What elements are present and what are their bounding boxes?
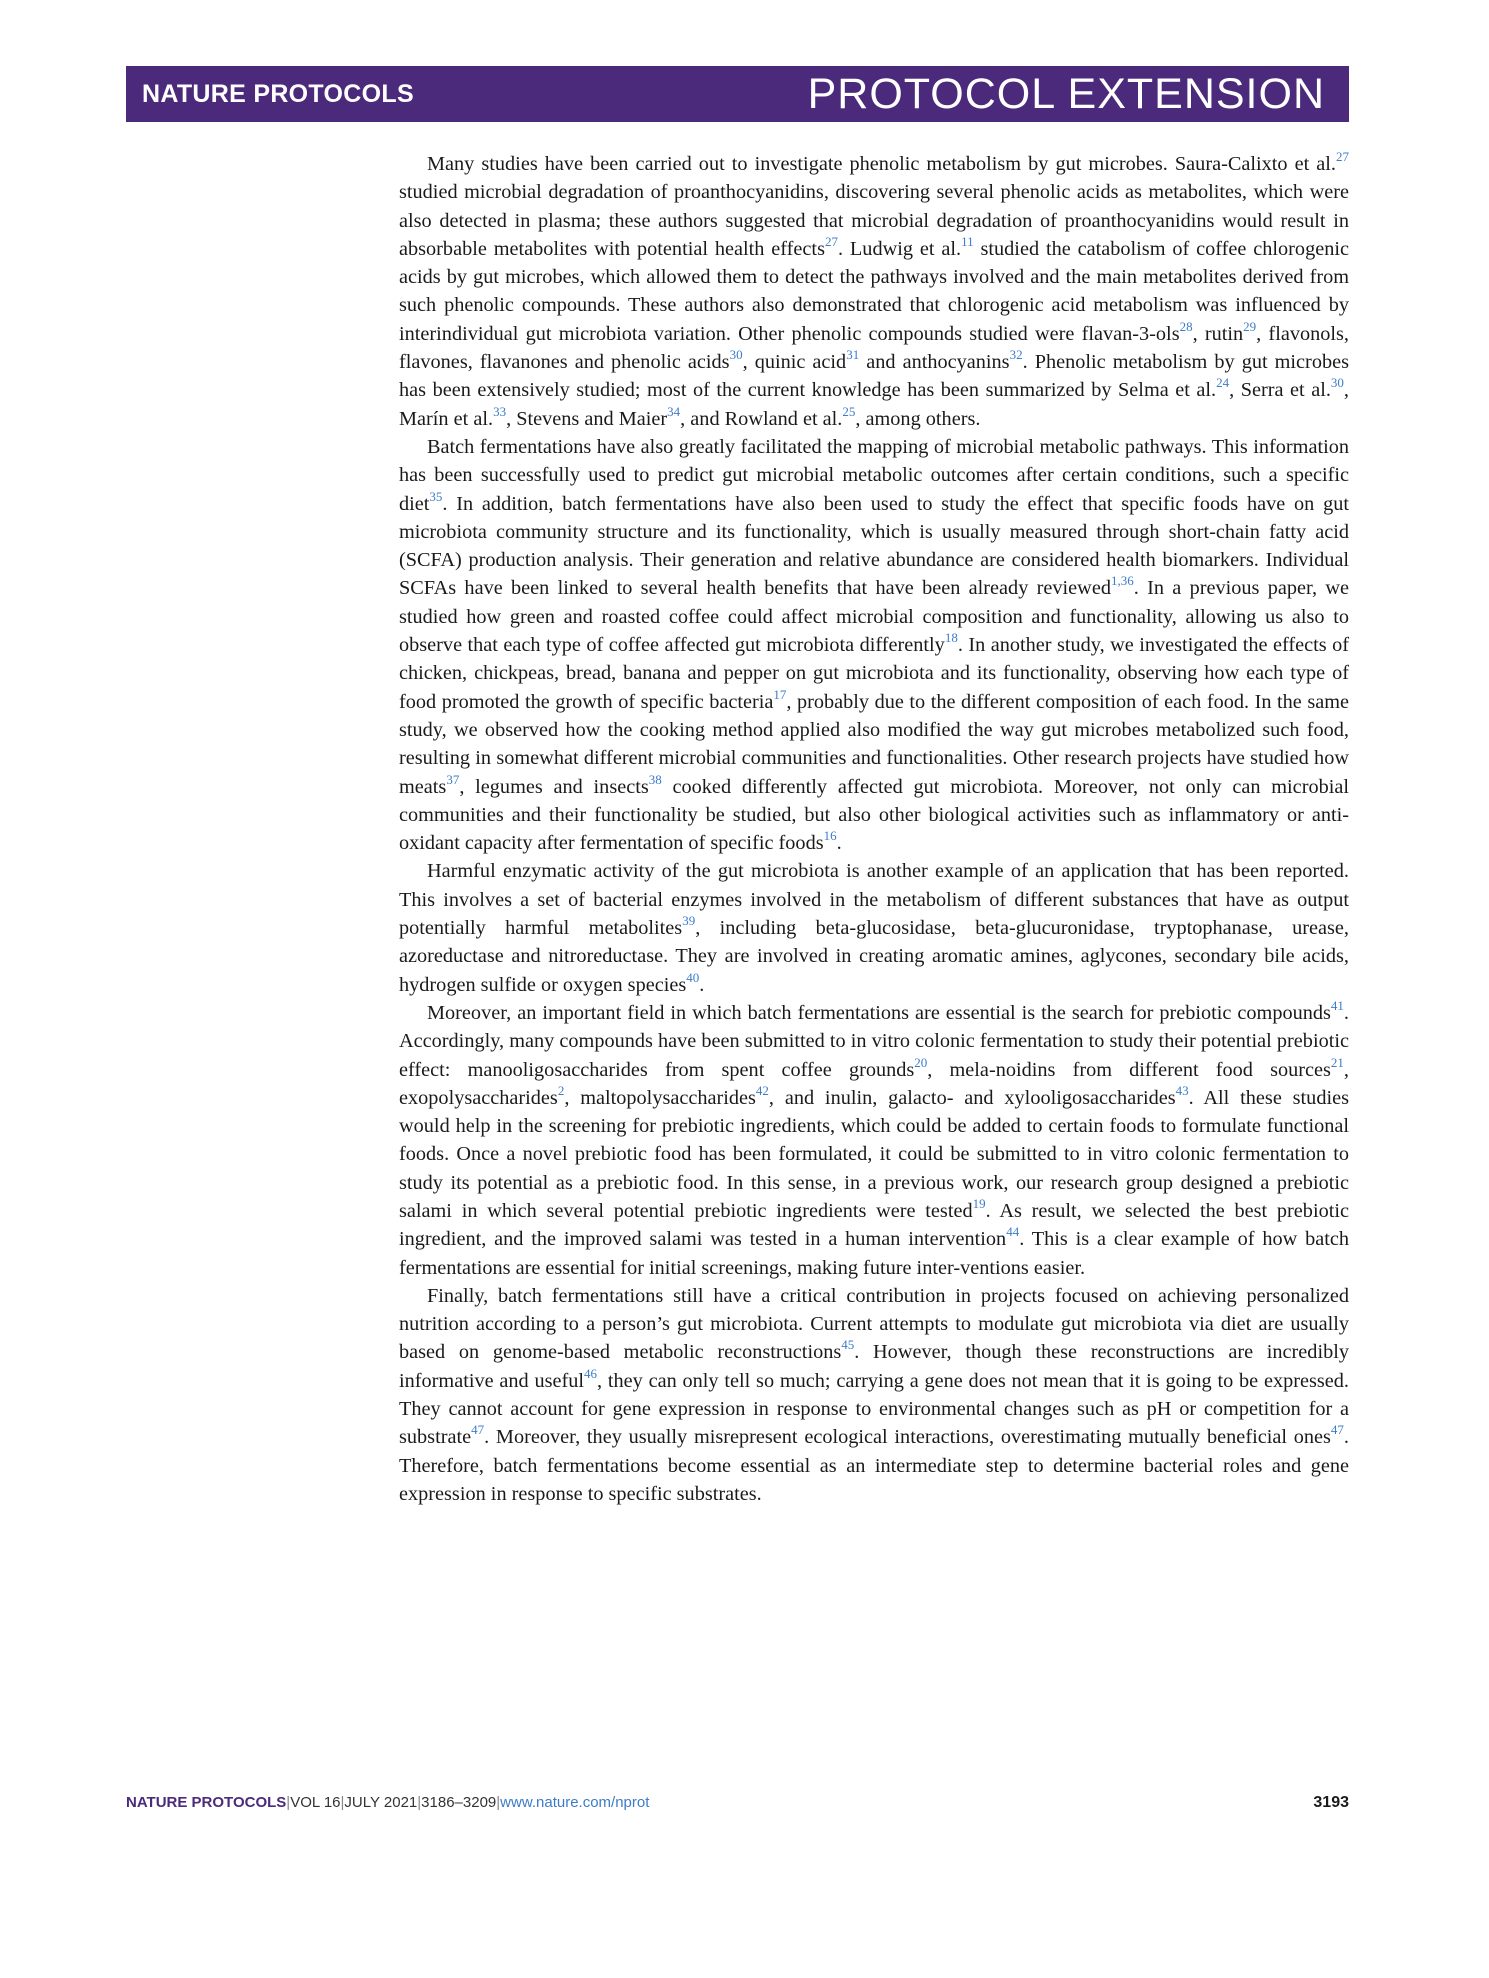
text-run: Batch fermentations have also greatly facilitated the mapping of microbial metabolic pathways. This information has been successfully used to predict gut microbial metabolic outcomes after certain conditions, such a specific diet — [399, 435, 1349, 515]
citation-reference[interactable]: 30 — [1330, 375, 1344, 391]
text-run: , and inulin, galacto- and xylooligosaccharides — [768, 1086, 1176, 1109]
text-run: studied microbial degradation of proanthocyanidins, discovering several phenolic acids as metabolites, which were also detected in plasma; these authors suggested that microbial degradation of proanthocyanidins would result in absorbable metabolites with potential health effects — [399, 181, 1349, 260]
article-body — [399, 150, 1349, 1508]
citation-reference[interactable]: 27 — [1336, 149, 1349, 164]
footer-separator: | — [286, 1794, 291, 1811]
citation-reference[interactable]: 18 — [944, 630, 958, 646]
citation-reference[interactable]: 37 — [446, 771, 460, 787]
text-run: . This is a clear example of how batch fermentations are essential for initial screenings, making future inter-ventions easier. — [399, 1228, 1349, 1279]
page-footer — [126, 1794, 1349, 1812]
text-run: . Ludwig et al. — [837, 237, 962, 260]
text-run: Harmful enzymatic activity of the gut microbiota is another example of an application that has been reported. This involves a set of bacterial enzymes involved in the metabolism of different substances that have as output potentially harmful metabolites — [399, 860, 1349, 940]
citation-reference[interactable]: 35 — [429, 488, 443, 504]
text-run: . As result, we selected the best prebiotic ingredient, and the improved salami was tested in a human intervention — [399, 1199, 1349, 1251]
text-run: studied the catabolism of coffee chlorogenic acids by gut microbes, which allowed them to detect the pathways involved and the main metabolites derived from such phenolic compounds. These authors also demonstrated that chlorogenic acid metabolism was influenced by interindividual gut microbiota variation. Other phenolic compounds studied were flavan-3-ols — [399, 237, 1349, 345]
text-run: , quinic acid — [742, 351, 847, 374]
paragraph-personalized-nutrition — [399, 1282, 1349, 1508]
footer-separator: | — [496, 1794, 501, 1811]
text-run: . However, though these reconstructions are incredibly informative and useful — [399, 1341, 1350, 1392]
footer-journal-link[interactable]: www.nature.com/nprot — [500, 1794, 650, 1811]
paragraph-harmful-enzymes — [399, 857, 1349, 998]
citation-reference[interactable]: 46 — [584, 1365, 598, 1381]
citation-reference[interactable]: 21 — [1330, 1054, 1344, 1070]
citation-reference[interactable]: 30 — [729, 347, 743, 363]
citation-reference[interactable]: 45 — [841, 1337, 855, 1353]
footer-journal: NATURE PROTOCOLS — [126, 1794, 287, 1811]
text-run: , probably due to the different composition of each food. In the same study, we observed how the cooking method applied also modified the way gut microbes metabolized such food, resulting in somewhat different microbial communities and functionalities. Other research projects have studied how meats — [399, 690, 1349, 798]
text-run: , Serra et al. — [1229, 379, 1331, 402]
page-number: 3193 — [1313, 1794, 1349, 1811]
paragraph-prebiotic-search — [399, 999, 1349, 1282]
text-run: cooked differently affected gut microbiota. Moreover, not only can microbial communities and their functionality be studied, but also other biological activities such as inflammatory or anti-oxidant capacity after fermentation of specific foods — [399, 775, 1349, 855]
citation-reference[interactable]: 33 — [493, 403, 507, 419]
citation-reference[interactable]: 20 — [914, 1054, 928, 1070]
text-run: . Therefore, batch fermentations become essential as an intermediate step to determine bacterial roles and gene expression in response to specific substrates. — [399, 1426, 1349, 1505]
text-run: , exopolysaccharides — [399, 1058, 1349, 1109]
citation-reference[interactable]: 27 — [824, 233, 838, 249]
footer-volume: VOL 16 — [290, 1794, 341, 1811]
text-run: . Accordingly, many compounds have been submitted to in vitro colonic fermentation to study their potential prebiotic effect: manooligosaccharides from spent coffee grounds — [399, 1001, 1349, 1081]
journal-name: NATURE PROTOCOLS — [142, 79, 414, 108]
citation-reference[interactable]: 47 — [1330, 1422, 1344, 1438]
citation-reference[interactable]: 2 — [557, 1082, 565, 1098]
text-run: , rutin — [1192, 322, 1244, 345]
citation-reference[interactable]: 31 — [846, 347, 860, 363]
citation-reference[interactable]: 42 — [755, 1082, 769, 1098]
footer-separator: | — [340, 1794, 345, 1811]
citation-reference[interactable]: 11 — [961, 233, 974, 249]
citation-reference[interactable]: 25 — [842, 403, 856, 419]
text-run: . — [836, 832, 842, 855]
text-run: , and Rowland et al. — [680, 407, 843, 430]
text-run: Finally, batch fermentations still have a critical contribution in projects focused on achieving personalized nutrition according to a person’s gut microbiota. Current attempts to modulate gut microbiota via diet are usually based on genome-based metabolic reconstructions — [399, 1284, 1349, 1364]
text-run: and anthocyanins — [859, 351, 1010, 374]
citation-reference[interactable]: 24 — [1216, 375, 1230, 391]
citation-reference[interactable]: 32 — [1009, 347, 1023, 363]
article-type: PROTOCOL EXTENSION — [807, 69, 1325, 118]
text-run: . In addition, batch fermentations have also been used to study the effect that specific foods have on gut microbiota community structure and its functionality, which is usually measured through short-chain fatty acid (SCFA) production analysis. Their generation and relative abundance are considered health biomarkers. Individual SCFAs have been linked to several health benefits that have been already reviewed — [399, 492, 1349, 600]
paragraph-phenolic-metabolism — [399, 150, 1349, 433]
journal-header-bar — [126, 66, 1349, 122]
citation-reference[interactable]: 39 — [682, 913, 696, 929]
text-run: . — [699, 973, 705, 996]
footer-date: JULY 2021 — [344, 1794, 418, 1811]
text-run: . In a previous paper, we studied how green and roasted coffee could affect microbial composition and functionality, allowing us also to observe that each type of coffee affected gut microbiota differently — [399, 577, 1349, 657]
text-run: , maltopolysaccharides — [564, 1086, 756, 1109]
text-run: . Moreover, they usually misrepresent ecological interactions, overestimating mutually beneficial ones — [484, 1426, 1331, 1449]
text-run: Moreover, an important field in which batch fermentations are essential is the search for prebiotic compounds — [427, 1001, 1331, 1024]
text-run: , including beta-glucosidase, beta-glucuronidase, tryptophanase, urease, azoreductase and nitroreductase. They are involved in creating aromatic amines, aglycones, secondary bile acids, hydrogen sulfide or oxygen species — [399, 917, 1350, 996]
citation-reference[interactable]: 17 — [773, 686, 787, 702]
citation-reference[interactable]: 38 — [648, 771, 662, 787]
citation-reference[interactable]: 29 — [1243, 318, 1257, 334]
text-run: . In another study, we investigated the effects of chicken, chickpeas, bread, banana and pepper on gut microbiota and its functionality, observing how each type of food promoted the growth of specific bacteria — [399, 634, 1349, 713]
text-run: , flavonols, flavones, flavanones and phenolic acids — [399, 322, 1349, 374]
text-run: , Marín et al. — [399, 379, 1349, 430]
text-run: , Stevens and Maier — [506, 407, 668, 430]
text-run: , mela-noidins from different food sources — [927, 1058, 1331, 1081]
text-run: , they can only tell so much; carrying a gene does not mean that it is going to be expressed. They cannot account for gene expression in response to environmental changes such as pH or competition for a substrate — [399, 1369, 1349, 1449]
citation-reference[interactable]: 43 — [1175, 1082, 1189, 1098]
text-run: , legumes and insects — [459, 775, 649, 798]
citation-reference[interactable]: 19 — [972, 1195, 986, 1211]
paragraph-metabolic-pathways — [399, 433, 1349, 857]
text-run: . Phenolic metabolism by gut microbes has been extensively studied; most of the current knowledge has been summarized by Selma et al. — [399, 351, 1349, 402]
text-run: Many studies have been carried out to investigate phenolic metabolism by gut microbes. Saura-Calixto et al. — [427, 153, 1336, 175]
citation-reference[interactable]: 40 — [686, 969, 700, 985]
text-run: , among others. — [855, 407, 981, 430]
citation-reference[interactable]: 1,36 — [1110, 573, 1134, 589]
text-run: . All these studies would help in the screening for prebiotic ingredients, which could be added to certain foods to formulate functional foods. Once a novel prebiotic food has been formulated, it could be submitted to in vitro colonic fermentation to study its potential as a prebiotic food. In this sense, in a previous work, our research group designed a prebiotic salami in which several potential prebiotic ingredients were tested — [399, 1086, 1349, 1222]
citation-reference[interactable]: 34 — [667, 403, 681, 419]
citation-reference[interactable]: 44 — [1006, 1224, 1020, 1240]
citation-reference[interactable]: 16 — [823, 828, 837, 844]
citation-reference[interactable]: 47 — [471, 1422, 485, 1438]
footer-separator: | — [417, 1794, 422, 1811]
footer-pages: 3186–3209 — [421, 1794, 497, 1811]
citation-reference[interactable]: 41 — [1330, 997, 1344, 1013]
footer-citation — [126, 1794, 649, 1811]
citation-reference[interactable]: 28 — [1179, 318, 1193, 334]
